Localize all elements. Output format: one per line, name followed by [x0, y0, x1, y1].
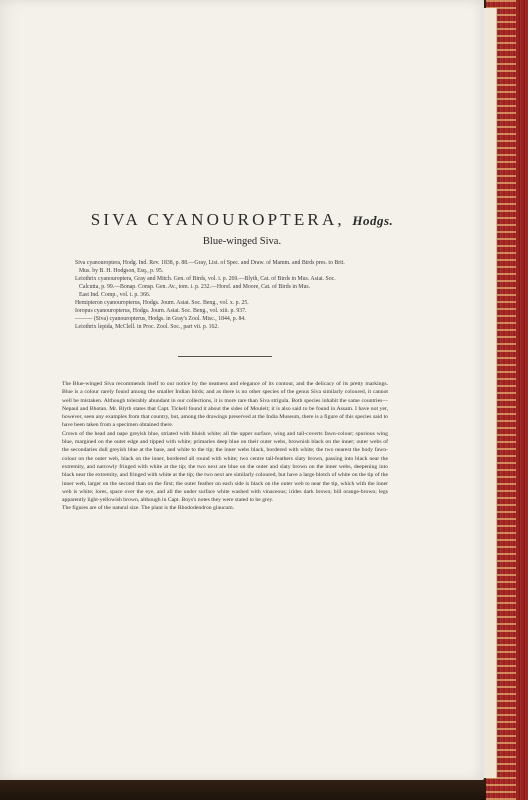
species-name: SIVA CYANOUROPTERA, [90, 210, 345, 229]
synonymy-line: Mus. by B. H. Hodgson, Esq., p. 95. [79, 268, 164, 274]
synonymy-line: Calcutta, p. 99.—Bonap. Consp. Gen. Av., tom. i. p. 232.—Horsf. and Moore, Cat. of Birds in Mus. [79, 284, 311, 290]
synonymy-block [75, 259, 415, 331]
section-divider [178, 356, 272, 357]
paragraph-figures-note: The figures are of the natural size. The plant is the Rhododendron glaucum. [62, 505, 235, 512]
paragraph-intro: The Blue-winged Siva recommends itself to our notice by the neatness and elegance of its contour, and the delicacy of its pretty markings. Blue is a colour rarely found among the smaller Indian birds; and as there is no other species of the genus Siva similarly coloured, it cannot well be mistaken. Although tolerably abundant in our collections, it is more rare than Siva strigula. Both species inhabit the same countries—Nepaul and Bhotan. Mr. Blyth states that Capt. Tickell found it about the sides of Mouleit; it is also said to be found in Assam. I have not yet, however, seen any examples from that country, but, among the drawings preserved at the India Museum, there is a figure of this species said to have been taken from a specimen obtained there. [62, 381, 388, 429]
synonymy-line: Siva cyanouroptera, Hodg. Ind. Rev. 1838, p. 88.—Gray, List. of Spec. and Draw. of Mamm. and Birds pres. to Brit. [75, 260, 345, 266]
synonymy-line: Ioropus cyanouropterus, Hodgs. Journ. Asiat. Soc. Beng., vol. xiii. p. 937. [75, 308, 247, 314]
description-text [62, 380, 388, 513]
common-name: Blue-winged Siva. [202, 236, 282, 247]
paragraph-description: Crown of the head and nape greyish blue, striated with bluish white; all the upper surface, wing and tail-coverts fawn-colour; spurious wing blue, margined on the outer edge and tipped with white; primaries deep blue on their outer webs, brownish black on the inner; outer webs of the secondaries dull greyish blue at the base, and white to the tip; the inner webs black, bordered with white; the two nearest the body fawn-colour on the outer web, black on the inner, bordered all round with white; two centre tail-feathers slaty brown, passing into black near the extremity, and narrowly fringed with white at the tip; the two next are blue on the outer and slaty brown on the inner webs, deepening into black near the extremity, and fringed with white at the tip; the two next are similarly coloured, but have a large blotch of white on the tip of the inner web, larger on the second than on the first; the outer feather on each side is black on the outer web to near the tip, which with the inner web is white; lores, space over the eye, and all the under surface white washed with vinaceous; irides dark brown; bill orange-brown; legs apparently light-yellowish brown, although in Capt. Boys's notes they were stated to be grey. [62, 430, 388, 504]
species-title [0, 210, 484, 230]
synonymy-line: Leiothrix cyanouroptera, Gray and Mitch. Gen. of Birds, vol. i. p. 269.—Blyth, Cat. of Birds in Mus. Asiat. Soc. [75, 276, 336, 282]
synonymy-line: East Ind. Comp., vol. i. p. 366. [79, 292, 151, 298]
synonymy-line: Hemipteron cyanouropterus, Hodgs. Journ. Asiat. Soc. Beng., vol. x. p. 25. [75, 300, 249, 306]
species-authority: Hodgs. [352, 213, 394, 228]
synonymy-line: ——— (Siva) cyanouropterus, Hodgs. in Gray's Zool. Misc., 1844, p. 84. [75, 316, 246, 322]
synonymy-line: Leiothrix lepida, McClell. in Proc. Zool. Soc., part vii. p. 162. [75, 324, 219, 330]
